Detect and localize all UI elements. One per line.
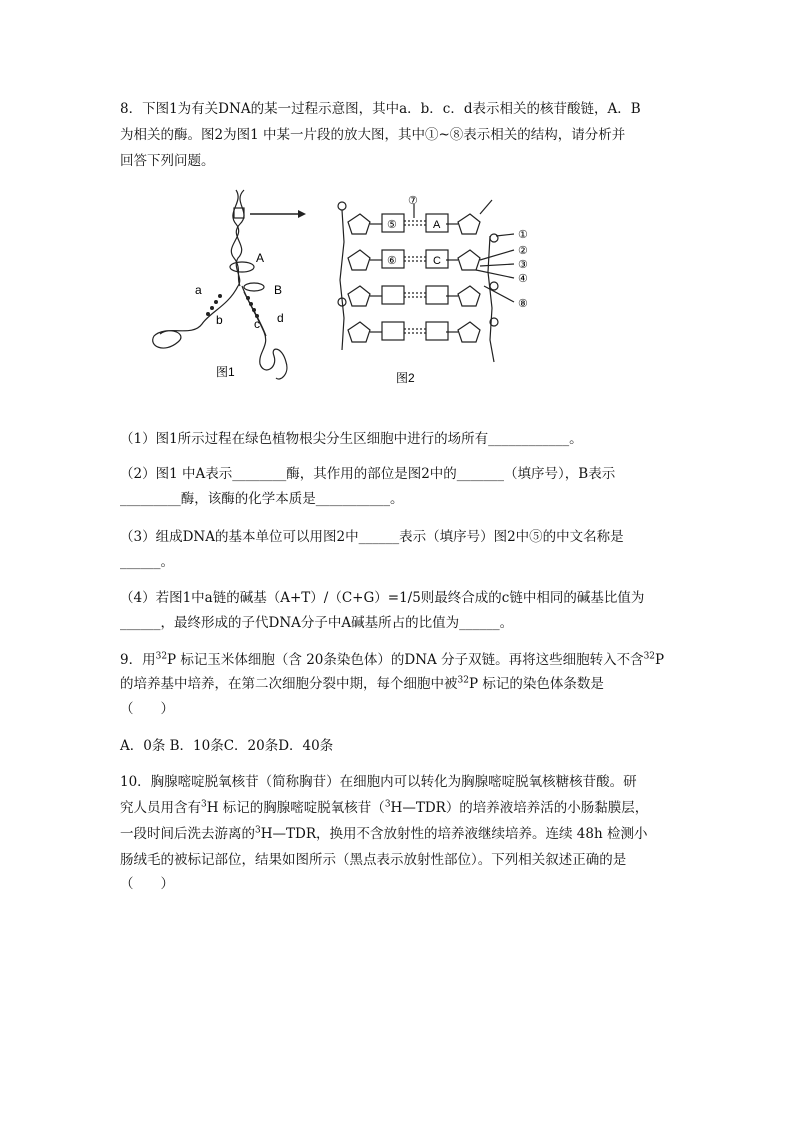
- fig2-label-5: ⑤: [387, 219, 397, 231]
- q10-line-1: 10．胸腺嘧啶脱氧核苷（简称胸苷）在细胞内可以转化为胸腺嘧啶脱氧核糖核苷酸。研: [120, 774, 637, 790]
- fig2-label-8: ⑧: [518, 298, 528, 310]
- q10-line-5: （ ）: [120, 876, 174, 892]
- q9-line-2: 的培养基中培养，在第二次细胞分裂中期，每个细胞中被$^{32}$P 标记的染色体条数是: [120, 675, 604, 692]
- fig1-label-c: c: [254, 317, 260, 331]
- q8-part-3a: （3）组成DNA的基本单位可以用图2中______表示（填序号）图2中⑤的中文名称是: [120, 529, 624, 545]
- fig2-label-1: ①: [518, 229, 528, 241]
- fig2-label-4: ④: [518, 273, 528, 285]
- q8-line-1: 8．下图1为有关DNA的某一过程示意图，其中a．b．c．d表示相关的核苷酸链，A．B: [120, 101, 641, 117]
- fig1-caption: 图1: [216, 365, 235, 379]
- q8-part-4b: ______，最终形成的子代DNA分子中A碱基所占的比值为______。: [120, 615, 514, 631]
- fig2-label-3: ③: [518, 259, 528, 271]
- q10-line-4: 肠绒毛的被标记部位，结果如图所示（黑点表示放射性部位）。下列相关叙述正确的是: [120, 852, 627, 868]
- q8-part-2a: （2）图1 中A表示________酶，其作用的部位是图2中的_______（填序号），B表示: [120, 466, 616, 482]
- fig2-label-2: ②: [518, 245, 528, 257]
- figure-2-dna-segment: [330, 190, 550, 390]
- fig2-label-C: C: [433, 255, 441, 267]
- figure-1-replication-fork: [140, 186, 320, 396]
- q9-line-1: 9．用$^{32}$P 标记玉米体细胞（含 20条染色体）的DNA 分子双链。再将这些细胞转入不含$^{32}$P: [120, 651, 665, 668]
- q8-part-1: （1）图1所示过程在绿色植物根尖分生区细胞中进行的场所有____________。: [120, 431, 583, 447]
- fig1-label-B: B: [274, 283, 283, 297]
- fig2-label-7: ⑦: [408, 195, 418, 207]
- q10-line-3: 一段时间后洗去游离的$^3$H—TDR，换用不含放射性的培养液继续培养。连续 48h 检测小: [120, 825, 648, 842]
- fig1-label-a: a: [195, 283, 202, 297]
- fig2-label-6: ⑥: [387, 255, 397, 267]
- q8-part-4a: （4）若图1中a链的碱基（A+T）/（C+G）=1/5则最终合成的c链中相同的碱基比值为: [120, 590, 645, 606]
- fig1-label-b: b: [216, 313, 223, 327]
- fig1-label-A: A: [256, 251, 265, 265]
- q8-line-3: 回答下列问题。: [120, 153, 215, 169]
- q8-part-2b: _________酶，该酶的化学本质是___________。: [120, 491, 404, 507]
- q10-line-2: 究人员用含有$^3$H 标记的胸腺嘧啶脱氧核苷（$^3$H—TDR）的培养液培养活的小肠黏膜层，: [120, 799, 649, 816]
- q9-line-3: （ ）: [120, 701, 174, 717]
- q8-line-2: 为相关的酶。图2为图1 中某一片段的放大图，其中①~⑧表示相关的结构，请分析并: [120, 127, 626, 143]
- fig2-label-A: A: [433, 219, 441, 231]
- q8-part-3b: ______。: [120, 554, 174, 570]
- q9-options: A．0条 B．10条C．20条D．40条: [120, 738, 334, 754]
- fig1-label-d: d: [277, 311, 284, 325]
- fig2-caption: 图2: [396, 371, 415, 385]
